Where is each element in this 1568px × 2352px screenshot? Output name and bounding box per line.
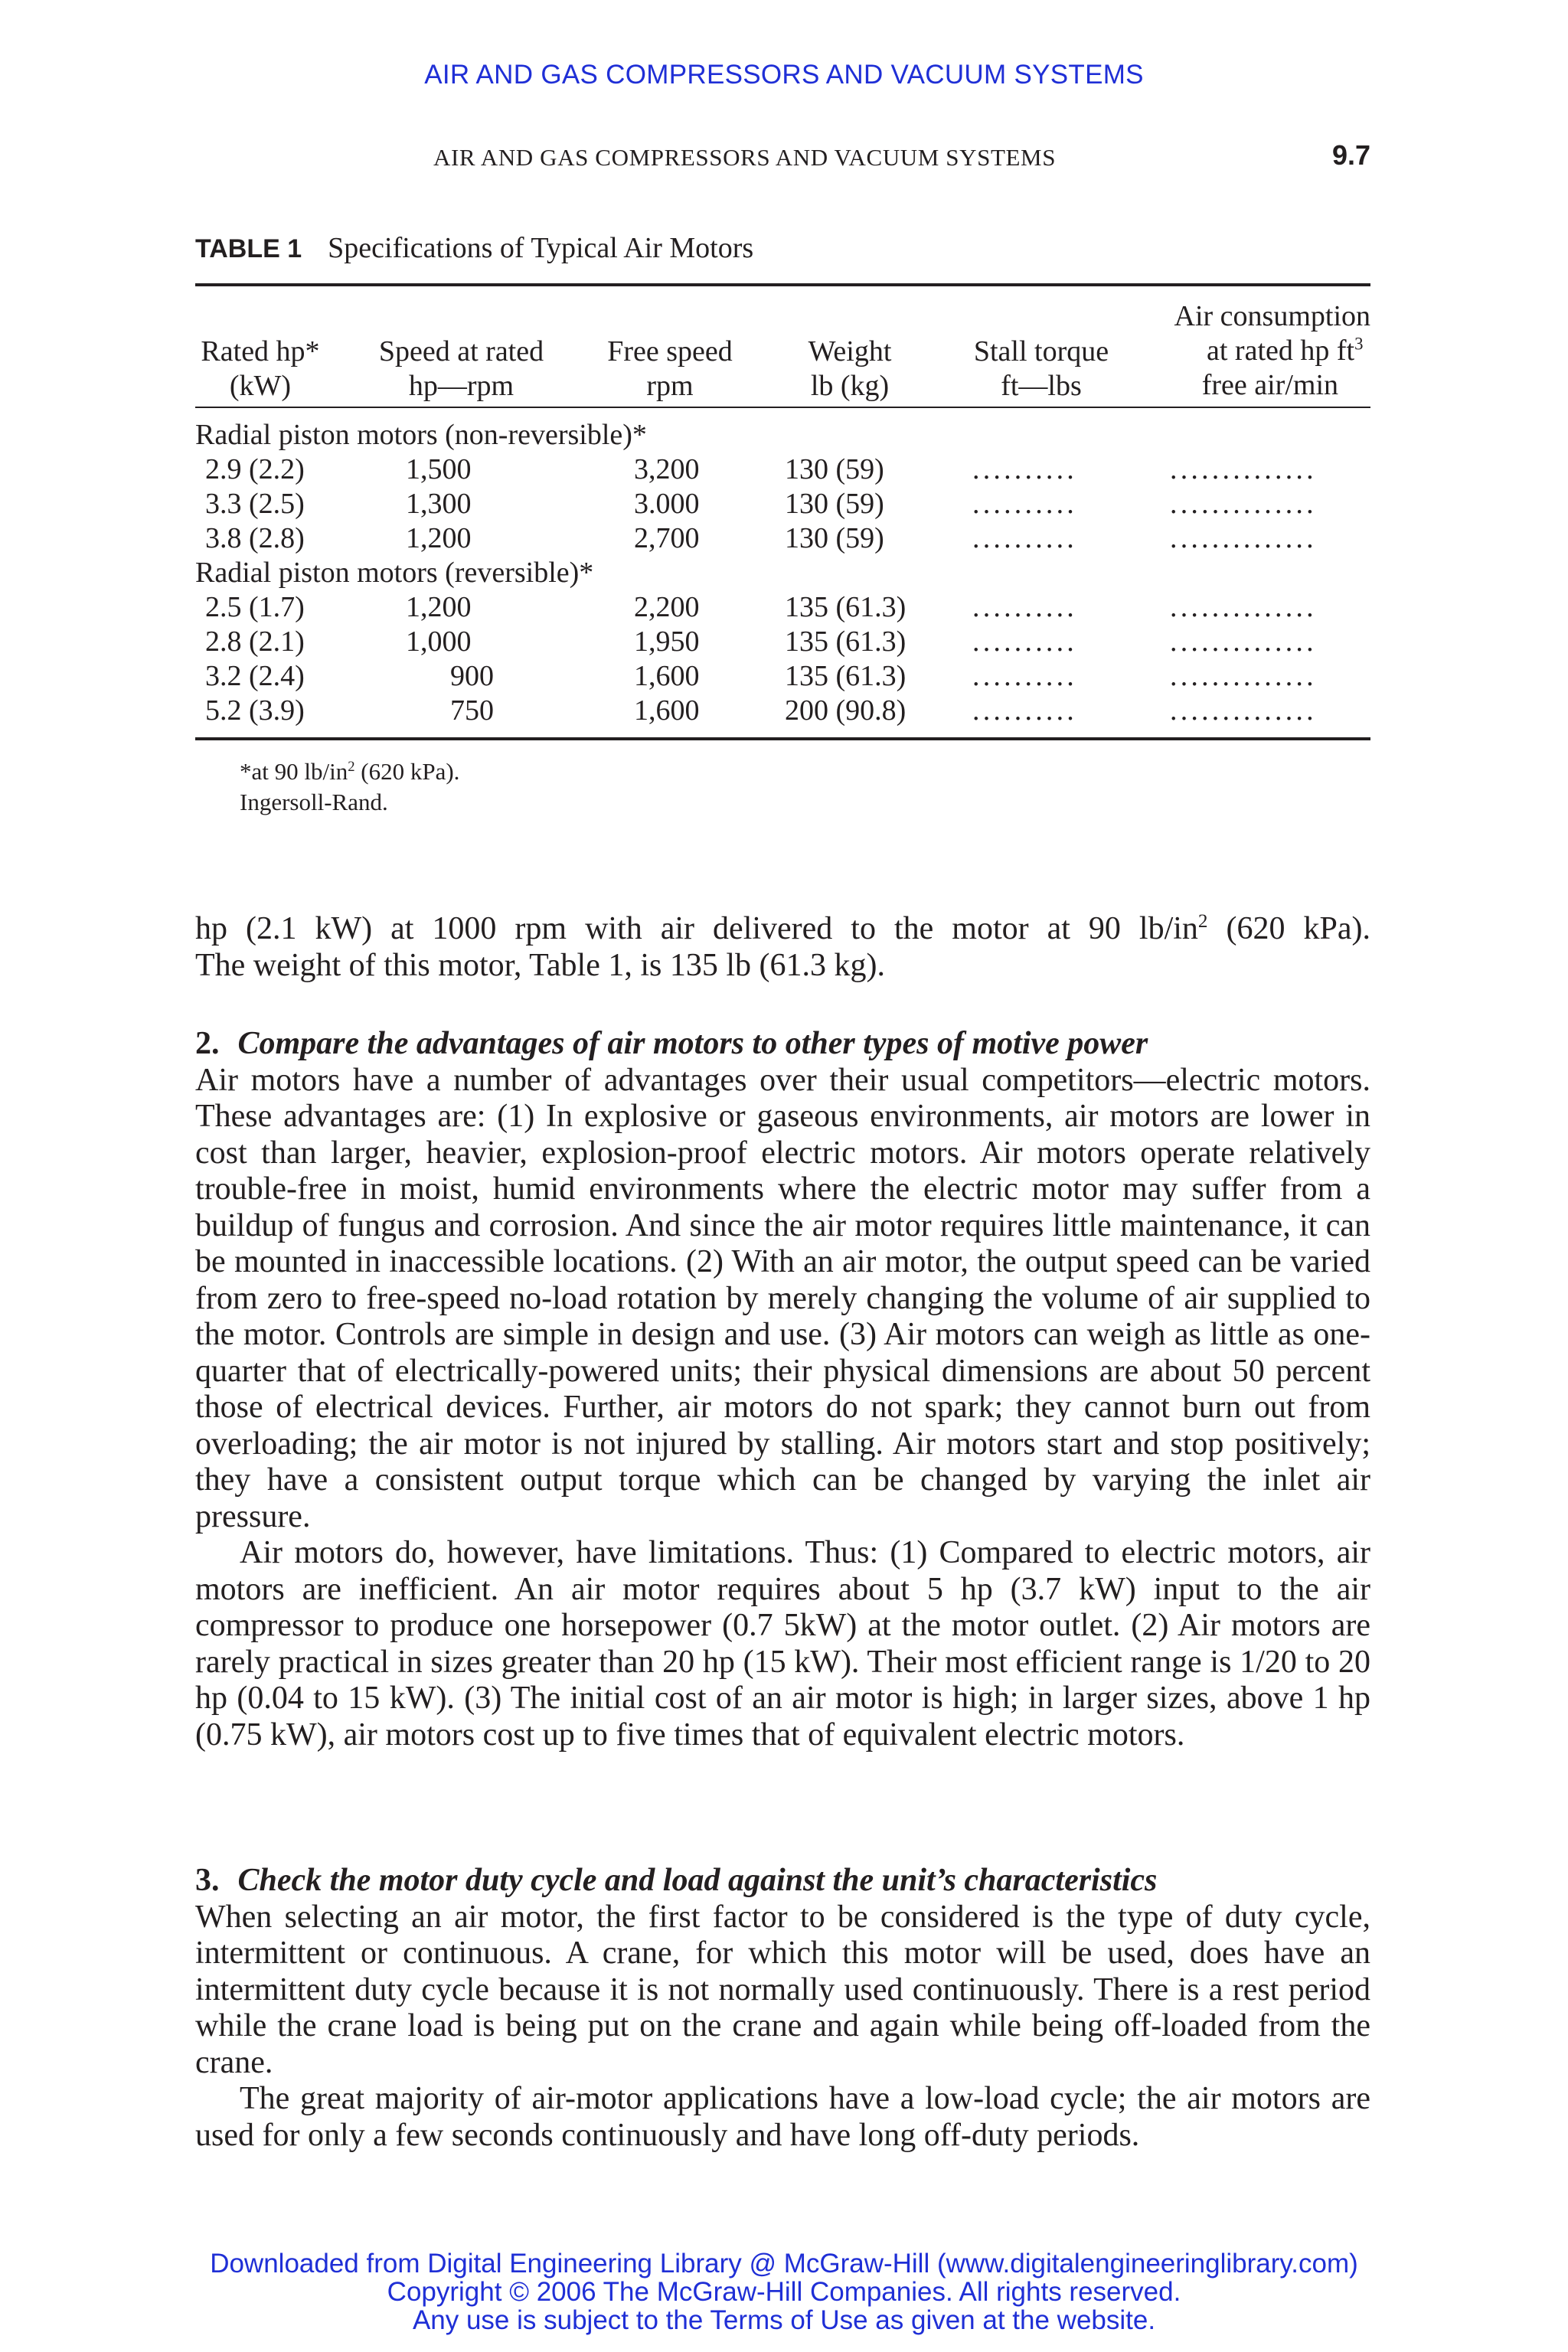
cell-rated-hp: 3.2 (2.4)	[205, 660, 305, 692]
cell-rated-hp: 3.8 (2.8)	[205, 522, 305, 554]
cell-free-speed: 2,200	[634, 591, 700, 623]
header-speed: Speed at rated hp—rpm	[378, 335, 544, 402]
table-caption	[195, 231, 753, 265]
cell-free-speed: 1,600	[634, 694, 700, 727]
footer	[0, 2249, 1568, 2334]
cell-air-consumption: ..............	[1170, 660, 1317, 692]
section-2-paragraph-1: Air motors have a number of advantages over their usual competitors—electric motors. These advantages are: (1) In explosive or gaseous environments, air motors are lower in cost than larger, heavier, explosion-proof electric motors. Air motors operate relatively trouble-free in moist, humid environments where the electric motor may suffer from a buildup of fungus and corrosion. And since the air motor requires little maintenance, it can be mounted in inaccessible locations. (2) With an air motor, the output speed can be varied from zero to free-speed no-load rotation by merely changing the volume of air supplied to the motor. Controls are simple in design and use. (3) Air motors can weigh as little as one-quarter that of electrically-powered units; their physical dimensions are about 50 percent those of electrical devices. Further, air motors do not spark; they cannot burn out from overloading; the air motor is not injured by stalling. Air motors start and stop positively; they have a consistent output torque which can be changed by varying the inlet air pressure.	[195, 1062, 1370, 1534]
table-top-rule	[195, 283, 1370, 286]
header-stall-torque: Stall torque ft—lbs	[973, 335, 1109, 402]
header-weight: Weight lb (kg)	[808, 335, 892, 402]
cell-free-speed: 1,600	[634, 660, 700, 692]
section-3	[195, 1863, 1370, 2154]
cell-weight: 135 (61.3)	[785, 591, 906, 623]
top-banner-link[interactable]: AIR AND GAS COMPRESSORS AND VACUUM SYSTEMS	[424, 60, 1144, 90]
header-rated-hp: Rated hp* (kW)	[201, 335, 320, 402]
cell-stall-torque: ..........	[972, 694, 1077, 727]
cell-weight: 135 (61.3)	[785, 626, 906, 658]
cell-speed: 900	[450, 660, 494, 692]
cell-weight: 135 (61.3)	[785, 660, 906, 692]
page-number: 9.7	[1331, 139, 1370, 171]
cell-stall-torque: ..........	[972, 453, 1077, 485]
table-section-title: Radial piston motors (non-reversible)*	[195, 419, 647, 451]
table-bottom-rule	[195, 737, 1370, 740]
cell-speed: 1,000	[406, 626, 472, 658]
cell-stall-torque: ..........	[972, 591, 1077, 623]
cell-air-consumption: ..............	[1170, 591, 1317, 623]
cell-rated-hp: 5.2 (3.9)	[205, 694, 305, 727]
table-header-rule	[195, 407, 1370, 408]
header-free-speed: Free speed rpm	[607, 335, 733, 402]
cell-speed: 1,200	[406, 522, 472, 554]
section-3-paragraph-2: The great majority of air-motor applications have a low-load cycle; the air motors are used for only a few seconds continuously and have long off-duty periods.	[195, 2081, 1370, 2153]
cell-free-speed: 2,700	[634, 522, 700, 554]
cell-speed: 1,500	[406, 453, 472, 485]
cell-air-consumption: ..............	[1170, 453, 1317, 485]
running-head: AIR AND GAS COMPRESSORS AND VACUUM SYSTEMS	[433, 144, 1057, 171]
cell-free-speed: 3,200	[634, 453, 700, 485]
table-section-title: Radial piston motors (reversible)*	[195, 557, 594, 589]
section-2-paragraph-2: Air motors do, however, have limitations. Thus: (1) Compared to electric motors, air motors are inefficient. An air motor requires about 5 hp (3.7 kW) input to the air compressor to produce one horsepower (0.7 5kW) at the motor outlet. (2) Air motors are rarely practical in sizes greater than 20 hp (15 kW). Their most efficient range is 1/20 to 20 hp (0.04 to 15 kW). (3) The initial cost of an air motor is high; in larger sizes, above 1 hp (0.75 kW), air motors cost up to five times that of equivalent electric motors.	[195, 1535, 1370, 1753]
cell-stall-torque: ..........	[972, 626, 1077, 658]
cell-air-consumption: ..............	[1170, 522, 1317, 554]
cell-speed: 750	[450, 694, 494, 727]
cell-rated-hp: 2.9 (2.2)	[205, 453, 305, 485]
cell-rated-hp: 3.3 (2.5)	[205, 488, 305, 520]
cell-weight: 130 (59)	[785, 522, 884, 554]
section-3-paragraph-1: When selecting an air motor, the first factor to be considered is the type of duty cycle, intermittent or continuous. A crane, for which this motor will be used, does have an intermittent duty cycle because it is not normally used continuously. There is a rest period while the crane load is being put on the crane and again while being off-loaded from the crane.	[195, 1899, 1370, 2080]
cell-air-consumption: ..............	[1170, 626, 1317, 658]
cell-speed: 1,200	[406, 591, 472, 623]
footer-terms-link[interactable]: Any use is subject to the Terms of Use as given at the website.	[412, 2305, 1156, 2335]
footer-copyright: Copyright © 2006 The McGraw-Hill Companies. All rights reserved.	[387, 2277, 1181, 2307]
footer-download-link[interactable]: Downloaded from Digital Engineering Library @ McGraw-Hill (www.digitalengineeringlibrary.com)	[210, 2249, 1358, 2278]
table-source: Ingersoll-Rand.	[240, 789, 388, 815]
cell-weight: 200 (90.8)	[785, 694, 906, 727]
table-title: Specifications of Typical Air Motors	[328, 232, 754, 264]
table-label: TABLE 1	[195, 234, 302, 263]
cell-stall-torque: ..........	[972, 522, 1077, 554]
cell-stall-torque: ..........	[972, 660, 1077, 692]
cell-speed: 1,300	[406, 488, 472, 520]
section-2	[195, 1026, 1370, 1753]
cell-air-consumption: ..............	[1170, 694, 1317, 727]
cell-rated-hp: 2.5 (1.7)	[205, 591, 305, 623]
cell-weight: 130 (59)	[785, 453, 884, 485]
table-footnote: *at 90 $lb/in^2$ (620 kPa). Ingersoll-Rand.	[240, 756, 459, 818]
cell-rated-hp: 2.8 (2.1)	[205, 626, 305, 658]
cell-free-speed: 3.000	[634, 488, 700, 520]
intro-paragraph: hp (2.1 kW) at 1000 rpm with air delivered to the motor at 90 $lb/in^2$ (620 kPa). The weight of this motor, Table 1, is 135 lb (61.3 kg).	[195, 910, 1370, 983]
cell-free-speed: 1,950	[634, 626, 700, 658]
cell-air-consumption: ..............	[1170, 488, 1317, 520]
section-3-heading: 3. Check the motor duty cycle and load against the unit’s characteristics	[195, 1863, 1158, 1898]
section-2-heading: 2. Compare the advantages of air motors to other types of motive power	[195, 1026, 1148, 1061]
cell-stall-torque: ..........	[972, 488, 1077, 520]
cell-weight: 130 (59)	[785, 488, 884, 520]
header-air-consumption: Air consumption at rated hp $ft^3$ free air/min	[1174, 300, 1370, 401]
